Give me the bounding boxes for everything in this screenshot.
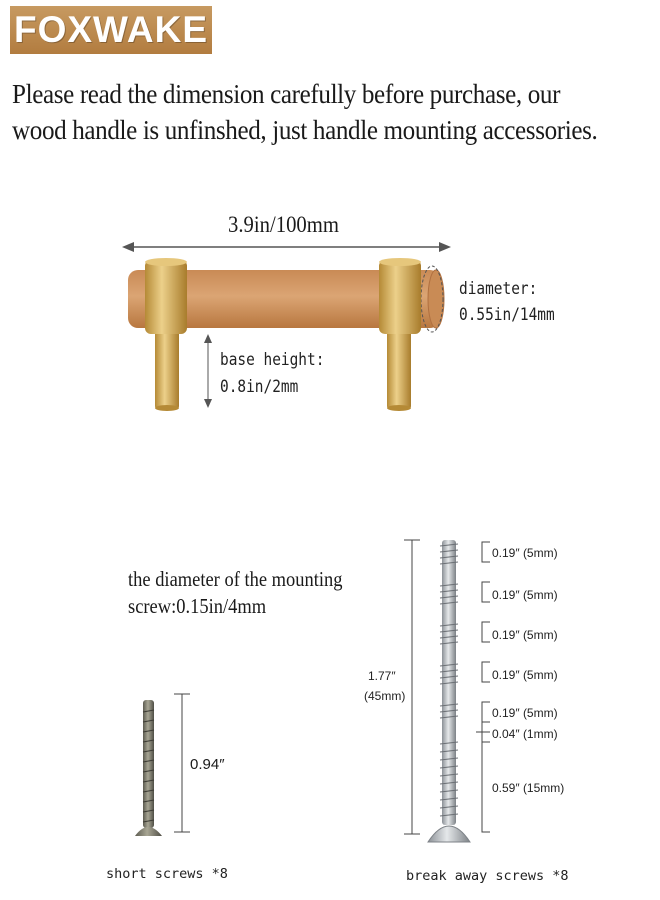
segment-label: 0.59″ (15mm) xyxy=(492,781,565,795)
length-dimension-arrow xyxy=(122,242,451,252)
segment-label: 0.19″ (5mm) xyxy=(492,628,558,642)
screw-note-line1: the diameter of the mounting xyxy=(128,567,343,591)
segment-label: 0.19″ (5mm) xyxy=(492,668,558,682)
short-screw-length: 0.94″ xyxy=(190,756,225,773)
base-height-value: 0.8in/2mm xyxy=(220,377,299,397)
segment-label: 0.19″ (5mm) xyxy=(492,588,558,602)
segment-label: 0.04″ (1mm) xyxy=(492,727,558,741)
screw-note-line2: screw:0.15in/4mm xyxy=(128,594,267,618)
base-height-arrow xyxy=(204,334,212,408)
brand-logo: FOXWAKE xyxy=(10,6,212,54)
breakaway-screw-caption: break away screws *8 xyxy=(406,868,569,884)
breakaway-total-inch: 1.77″ xyxy=(368,669,396,683)
length-label: 3.9in/100mm xyxy=(228,212,339,237)
diameter-value: 0.55in/14mm xyxy=(459,305,555,325)
base-height-title: base height: xyxy=(220,350,325,370)
mounting-screw-note xyxy=(128,566,427,620)
short-screw-dimension xyxy=(174,694,190,832)
breakaway-screw xyxy=(428,540,470,842)
diameter-title: diameter: xyxy=(459,279,538,299)
short-screw-caption: short screws *8 xyxy=(106,866,228,882)
breakaway-segment-brackets xyxy=(476,542,490,832)
segment-label: 0.19″ (5mm) xyxy=(492,706,558,720)
segment-label: 0.19″ (5mm) xyxy=(492,546,558,560)
breakaway-total-mm: (45mm) xyxy=(364,689,406,703)
brass-leg-right xyxy=(379,258,421,411)
purchase-notice: Please read the dimension carefully before purchase, our wood handle is unfinshed, just handle mounting accessories. xyxy=(12,79,598,145)
brass-leg-left xyxy=(145,258,187,411)
short-screw xyxy=(135,700,162,836)
